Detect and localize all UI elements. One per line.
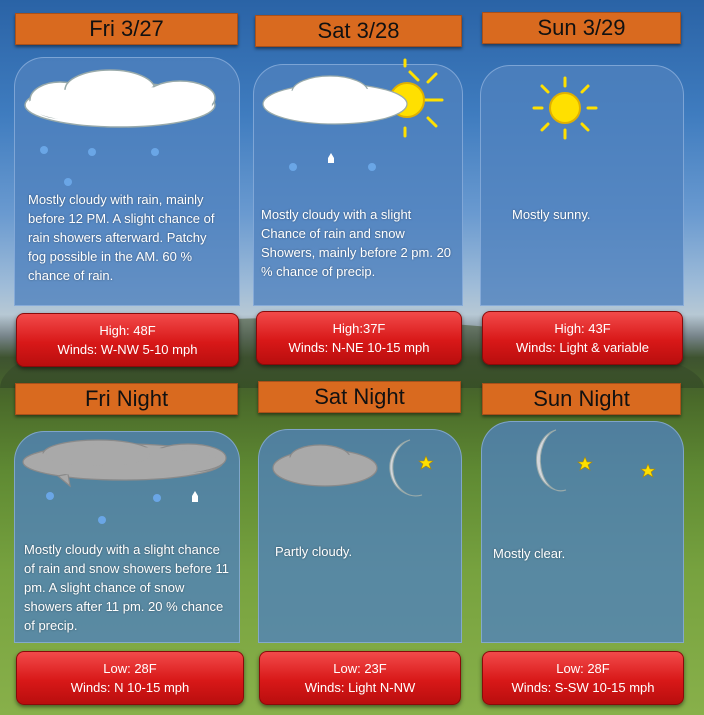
moon-stars-icon bbox=[530, 430, 660, 495]
day-header: Fri Night bbox=[15, 383, 238, 415]
partly-cloudy-snow-icon bbox=[260, 66, 450, 181]
temperature-text: High: 43F bbox=[554, 321, 611, 336]
temperature-text: Low: 28F bbox=[556, 661, 610, 676]
sun-icon bbox=[530, 78, 600, 140]
day-header: Sat 3/28 bbox=[255, 15, 462, 47]
temperature-wind-box bbox=[16, 651, 244, 705]
wind-text: Winds: N-NE 10-15 mph bbox=[288, 340, 430, 355]
cloud-rain-icon bbox=[20, 70, 230, 190]
forecast-description: Mostly clear. bbox=[493, 546, 566, 561]
temperature-wind-box bbox=[256, 311, 462, 365]
forecast-description: Mostly cloudy with a slight Chance of rain and snow Showers, mainly before 2 pm. 20 % chance of precip. bbox=[261, 207, 452, 279]
temperature-text: Low: 23F bbox=[333, 661, 387, 676]
cloud-moon-icon bbox=[270, 440, 440, 500]
day-header: Sat Night bbox=[258, 381, 461, 413]
wind-text: Winds: N 10-15 mph bbox=[70, 680, 190, 695]
forecast-description: Mostly sunny. bbox=[512, 207, 591, 222]
wind-text: Winds: Light & variable bbox=[516, 340, 649, 355]
temperature-wind-box bbox=[482, 651, 684, 705]
temperature-text: Low: 28F bbox=[103, 661, 157, 676]
cloud-rain-snow-icon bbox=[18, 440, 233, 530]
temperature-text: High: 48F bbox=[99, 323, 156, 338]
forecast-description: Mostly cloudy with rain, mainly before 12 PM. A slight chance of rain showers afterward. Patchy fog possible in the AM. 60 % chance of rain. bbox=[28, 192, 215, 283]
temperature-wind-box bbox=[259, 651, 461, 705]
day-header: Sun Night bbox=[482, 383, 681, 415]
temperature-wind-box bbox=[16, 313, 239, 367]
wind-text: Winds: S-SW 10-15 mph bbox=[511, 680, 655, 695]
day-header: Fri 3/27 bbox=[15, 13, 238, 45]
temperature-wind-box bbox=[482, 311, 683, 365]
wind-text: Winds: W-NW 5-10 mph bbox=[57, 342, 198, 357]
forecast-description: Mostly cloudy with a slight chance of rain and snow showers before 11 pm. A slight chance of snow showers after 11 pm. 20 % chance of precip. bbox=[24, 542, 229, 633]
forecast-description: Partly cloudy. bbox=[275, 544, 353, 559]
day-header: Sun 3/29 bbox=[482, 12, 681, 44]
temperature-text: High:37F bbox=[332, 321, 386, 336]
wind-text: Winds: Light N-NW bbox=[304, 680, 416, 695]
